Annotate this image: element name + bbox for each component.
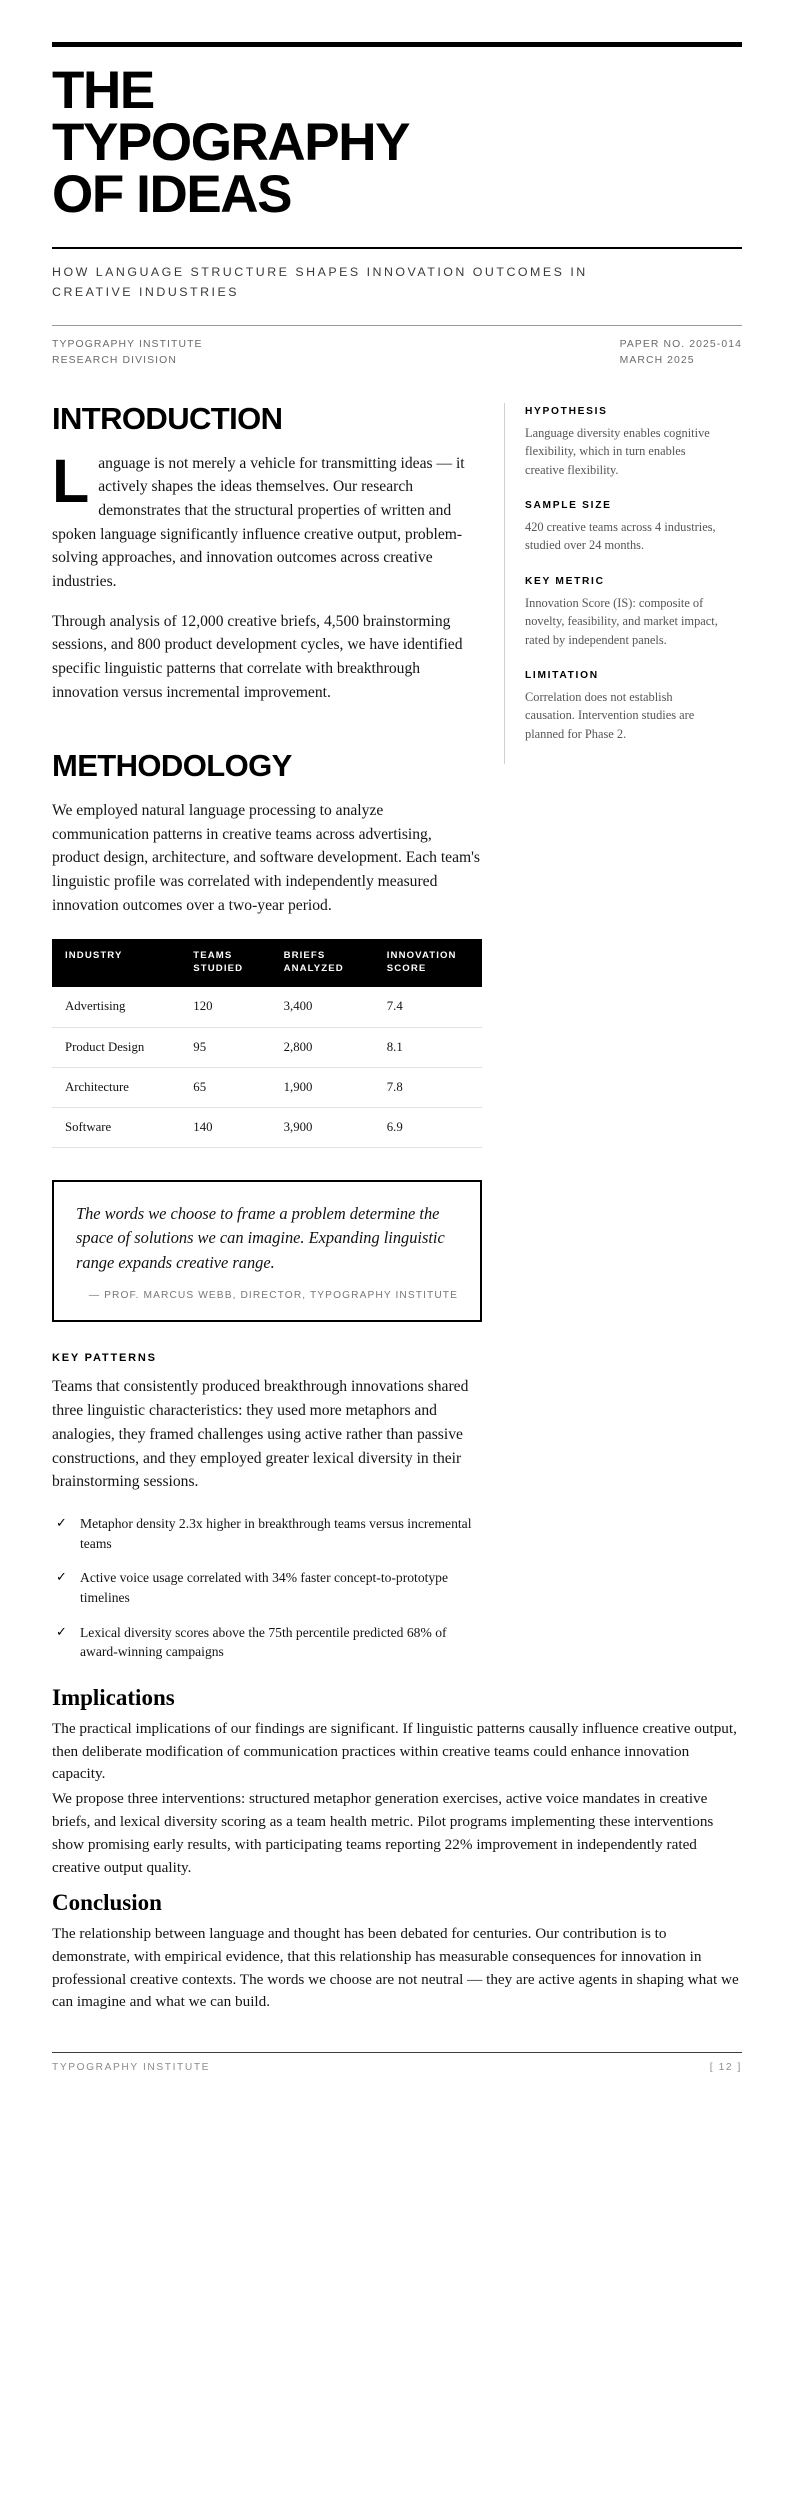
check-icon: ✓ — [56, 1623, 67, 1639]
meta-paper-number: PAPER NO. 2025-014 — [619, 338, 742, 350]
list-item — [52, 1623, 482, 1662]
sidebar-label: KEY METRIC — [525, 575, 605, 587]
column-header-innovation-score: INNOVATION SCORE — [379, 939, 482, 987]
cell-score: 7.8 — [379, 1067, 482, 1107]
table-row — [52, 1108, 482, 1148]
list-item-label: Lexical diversity scores above the 75th percentile predicted 68% of award-winning campaigns — [80, 1624, 447, 1660]
check-icon: ✓ — [56, 1514, 67, 1530]
closing-section — [52, 1684, 742, 2014]
cell-industry: Product Design — [52, 1027, 185, 1067]
check-icon: ✓ — [56, 1569, 67, 1585]
cell-teams: 95 — [185, 1027, 275, 1067]
footer-page-number: [ 12 ] — [709, 2062, 742, 2074]
sidebar-text: Language diversity enables cognitive flexibility, which in turn enables creative flexibility. — [525, 426, 710, 477]
table-header — [52, 939, 482, 987]
implications-paragraph-2: We propose three interventions: structured metaphor generation exercises, active voice mandates in creative briefs, and lexical diversity scoring as a team health metric. Pilot programs implementing these interventions show promising early results, with participating teams reporting 22% improvement in independently rated creative output quality. — [52, 1790, 714, 1876]
cell-briefs: 2,800 — [276, 1027, 379, 1067]
footer-institute: TYPOGRAPHY INSTITUTE — [52, 2062, 211, 2074]
two-column-zone — [52, 403, 742, 1662]
cell-score: 7.4 — [379, 987, 482, 1027]
sidebar-block-key-metric — [525, 576, 722, 649]
industry-data-table — [52, 939, 482, 1148]
masthead-meta — [52, 337, 742, 369]
column-header-industry: INDUSTRY — [52, 939, 185, 987]
sidebar-text: Innovation Score (IS): composite of novelty, feasibility, and market impact, rated by independent panels. — [525, 595, 718, 647]
sidebar — [504, 403, 722, 764]
cell-industry: Architecture — [52, 1067, 185, 1107]
sidebar-text: Correlation does not establish causation. Intervention studies are planned for Phase 2. — [525, 689, 695, 741]
column-header-briefs-analyzed: BRIEFS ANALYZED — [276, 939, 379, 987]
meta-division: RESEARCH DIVISION — [52, 354, 177, 366]
key-patterns-list — [52, 1514, 482, 1662]
meta-date: MARCH 2025 — [619, 354, 695, 366]
cell-briefs: 3,400 — [276, 987, 379, 1027]
page-footer — [52, 2052, 742, 2073]
meta-paper-info — [620, 337, 742, 369]
column-header-teams-studied: TEAMS STUDIED — [185, 939, 275, 987]
cell-score: 8.1 — [379, 1027, 482, 1067]
title-line-1: THE — [52, 61, 154, 120]
table-row — [52, 987, 482, 1027]
table-row — [52, 1067, 482, 1107]
sidebar-label: LIMITATION — [525, 669, 599, 681]
sidebar-label: SAMPLE SIZE — [525, 500, 612, 512]
table-body — [52, 987, 482, 1148]
introduction-paragraph-1: Language is not merely a vehicle for transmitting ideas — it actively shapes the ideas themselves. Our research demonstrates that the structural properties of written and spoken language significantly influence creative output, problem-solving approaches, and innovation outcomes across creative industries. — [52, 446, 465, 590]
masthead-top-rule — [52, 42, 742, 47]
meta-divider-rule — [52, 325, 742, 326]
table-row — [52, 1027, 482, 1067]
sidebar-block-limitation — [525, 670, 722, 743]
list-item-label: Active voice usage correlated with 34% faster concept-to-prototype timelines — [80, 1570, 449, 1606]
pull-quote-text: The words we choose to frame a problem determine the space of solutions we can imagine. Expanding linguistic range expands creative range. — [76, 1204, 445, 1272]
implications-paragraph-1: The practical implications of our findings are significant. If linguistic patterns causally influence creative output, then deliberate modification of communication practices within creative teams could enhance innovation capacity. — [52, 1719, 737, 1783]
introduction-heading: INTRODUCTION — [52, 401, 283, 436]
key-patterns-paragraph: Teams that consistently produced breakthrough innovations shared three linguistic characteristics: they used more metaphors and analogies, they framed challenges using active rather than passive constructions, and they employed greater lexical diversity in their brainstorming sessions. — [52, 1378, 469, 1491]
pull-quote-attribution: — PROF. MARCUS WEBB, DIRECTOR, TYPOGRAPHY INSTITUTE — [88, 1289, 458, 1301]
cell-industry: Software — [52, 1108, 185, 1148]
cell-briefs: 3,900 — [276, 1108, 379, 1148]
cell-briefs: 1,900 — [276, 1067, 379, 1107]
sidebar-text: 420 creative teams across 4 industries, studied over 24 months. — [525, 520, 716, 553]
cell-teams: 120 — [185, 987, 275, 1027]
conclusion-paragraph: The relationship between language and thought has been debated for centuries. Our contribution is to demonstrate, with empirical evidence, that this relationship has measurable consequences for innovation in professional creative contexts. The words we choose are not neutral — they are active agents in shaping what we can imagine and what we can build. — [52, 1924, 739, 2011]
key-patterns-section — [52, 1352, 482, 1662]
list-item-label: Metaphor density 2.3x higher in breakthrough teams versus incremental teams — [80, 1515, 472, 1551]
page-title — [52, 61, 742, 224]
meta-publisher — [52, 337, 203, 369]
implications-heading: Implications — [52, 1685, 175, 1711]
cell-score: 6.9 — [379, 1108, 482, 1148]
list-item — [52, 1568, 482, 1607]
meta-institute: TYPOGRAPHY INSTITUTE — [52, 338, 203, 350]
title-bottom-rule — [52, 247, 742, 249]
cell-industry: Advertising — [52, 987, 185, 1027]
main-column — [52, 403, 504, 1662]
key-patterns-label: KEY PATTERNS — [52, 1352, 157, 1365]
introduction-paragraph-2: Through analysis of 12,000 creative briefs, 4,500 brainstorming sessions, and 800 product development cycles, we have identified specific linguistic patterns that correlate with breakthrough innovation versus incremental improvement. — [52, 612, 463, 701]
sidebar-label: HYPOTHESIS — [525, 406, 608, 417]
methodology-paragraph: We employed natural language processing to analyze communication patterns in creative teams across advertising, product design, architecture, and software development. Each team's linguistic profile was correlated with independently measured innovation outcomes over a two-year period. — [52, 801, 481, 914]
methodology-heading: METHODOLOGY — [52, 748, 292, 784]
cell-teams: 65 — [185, 1067, 275, 1107]
table-header-row — [52, 939, 482, 987]
sidebar-block-sample-size — [525, 500, 722, 555]
sidebar-block-hypothesis — [525, 406, 722, 479]
cell-teams: 140 — [185, 1108, 275, 1148]
conclusion-heading: Conclusion — [52, 1890, 162, 1916]
list-item — [52, 1514, 482, 1553]
title-line-3: OF IDEAS — [52, 164, 292, 224]
page-subtitle: HOW LANGUAGE STRUCTURE SHAPES INNOVATION OUTCOMES IN CREATIVE INDUSTRIES — [52, 264, 588, 300]
title-line-2: TYPOGRAPHY — [52, 112, 410, 172]
pull-quote — [52, 1180, 482, 1322]
